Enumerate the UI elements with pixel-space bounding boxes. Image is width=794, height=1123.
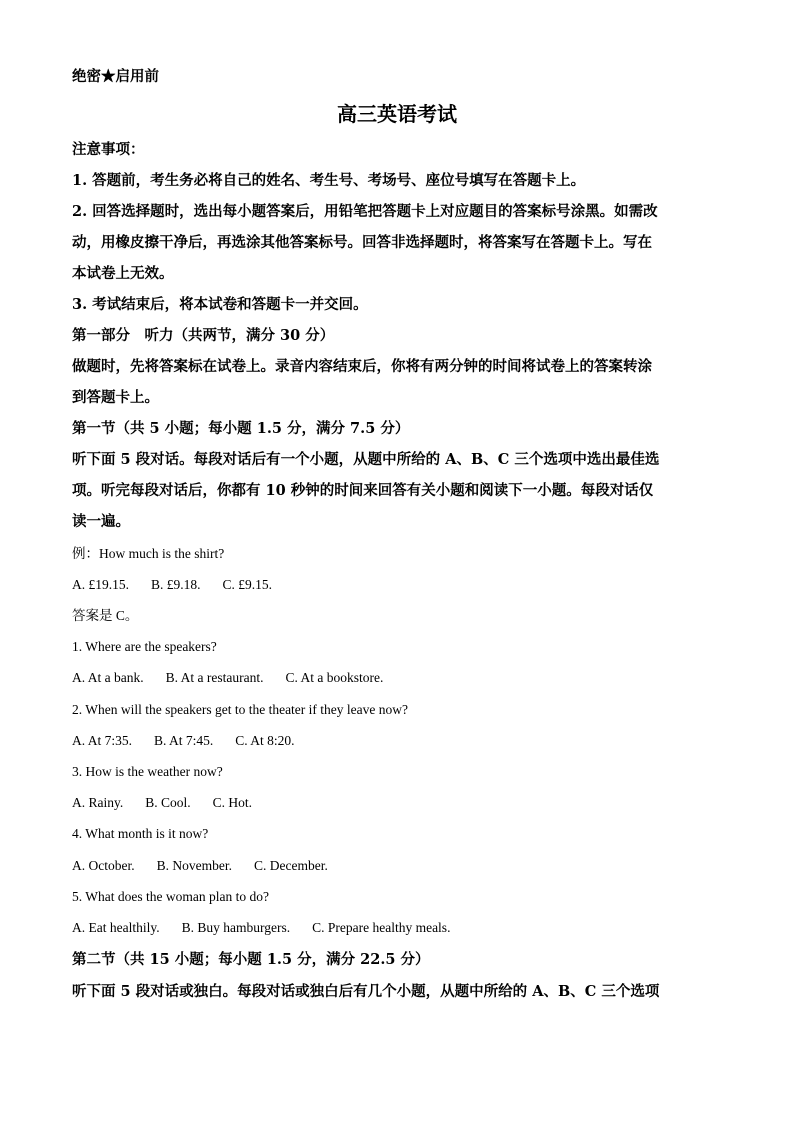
note-item-1: 1. 答题前，考生务必将自己的姓名、考生号、考场号、座位号填写在答题卡上。 <box>72 172 586 189</box>
q5-option-b: B. Buy hamburgers. <box>181 920 291 935</box>
example-option-a: A. £19.15. <box>72 577 129 592</box>
q3-option-c: C. Hot. <box>212 795 253 810</box>
q4-option-a: A. October. <box>72 858 135 873</box>
q1-option-a: A. At a bank. <box>72 670 144 685</box>
section1-intro-line-1: 听下面 5 段对话。每段对话后有一个小题，从题中所给的 A、B、C 三个选项中选出最佳选 <box>72 451 660 468</box>
section2-intro-line-1: 听下面 5 段对话或独白。每段对话或独白后有几个小题，从题中所给的 A、B、C 三个选项 <box>72 983 660 1000</box>
example-question: 例：How much is the shirt? <box>72 546 225 561</box>
q2-option-b: B. At 7:45. <box>154 733 214 748</box>
q2-option-a: A. At 7:35. <box>72 733 133 748</box>
example-option-b: B. £9.18. <box>151 577 201 592</box>
q3-option-a: A. Rainy. <box>72 795 124 810</box>
q3-option-b: B. Cool. <box>145 795 191 810</box>
example-answer: 答案是 C。 <box>72 608 139 623</box>
part1-heading: 第一部分 听力（共两节，满分 30 分） <box>72 327 335 344</box>
notes-heading: 注意事项： <box>72 141 145 158</box>
q4-option-c: C. December. <box>253 858 328 873</box>
question-2: 2. When will the speakers get to the theater if they leave now? <box>72 702 409 717</box>
note-item-2-line-1: 2. 回答选择题时，选出每小题答案后，用铅笔把答题卡上对应题目的答案标号涂黑。如需改 <box>72 203 658 220</box>
section1-heading: 第一节（共 5 小题；每小题 1.5 分，满分 7.5 分） <box>72 420 410 437</box>
question-5: 5. What does the woman plan to do? <box>72 889 269 904</box>
example-options <box>72 569 722 600</box>
question-3: 3. How is the weather now? <box>72 764 223 779</box>
question-4: 4. What month is it now? <box>72 826 209 841</box>
section1-intro-line-2: 项。听完每段对话后，你都有 10 秒钟的时间来回答有关小题和阅读下一小题。每段对话仅 <box>72 482 654 499</box>
note-item-3: 3. 考试结束后，将本试卷和答题卡一并交回。 <box>72 296 368 313</box>
q2-option-c: C. At 8:20. <box>235 733 295 748</box>
part1-intro-line-2: 到答题卡上。 <box>72 389 159 406</box>
question-5-options <box>72 912 722 943</box>
q1-option-c: C. At a bookstore. <box>285 670 384 685</box>
example-option-c: C. £9.15. <box>222 577 273 592</box>
section2-heading: 第二节（共 15 小题；每小题 1.5 分，满分 22.5 分） <box>72 951 430 968</box>
question-3-options <box>72 787 722 818</box>
part1-intro-line-1: 做题时，先将答案标在试卷上。录音内容结束后，你将有两分钟的时间将试卷上的答案转涂 <box>72 358 652 375</box>
page-title: 高三英语考试 <box>337 102 457 126</box>
question-2-options <box>72 725 722 756</box>
q4-option-b: B. November. <box>156 858 232 873</box>
note-item-2-line-2: 动，用橡皮擦干净后，再选涂其他答案标号。回答非选择题时，将答案写在答题卡上。写在 <box>72 234 652 251</box>
q5-option-c: C. Prepare healthy meals. <box>312 920 451 935</box>
q5-option-a: A. Eat healthily. <box>72 920 160 935</box>
question-1: 1. Where are the speakers? <box>72 639 217 654</box>
q1-option-b: B. At a restaurant. <box>165 670 264 685</box>
question-1-options <box>72 662 722 693</box>
section1-intro-line-3: 读一遍。 <box>72 513 130 530</box>
confidential-label: 绝密★启用前 <box>72 68 159 85</box>
question-4-options <box>72 850 722 881</box>
note-item-2-line-3: 本试卷上无效。 <box>72 265 174 282</box>
